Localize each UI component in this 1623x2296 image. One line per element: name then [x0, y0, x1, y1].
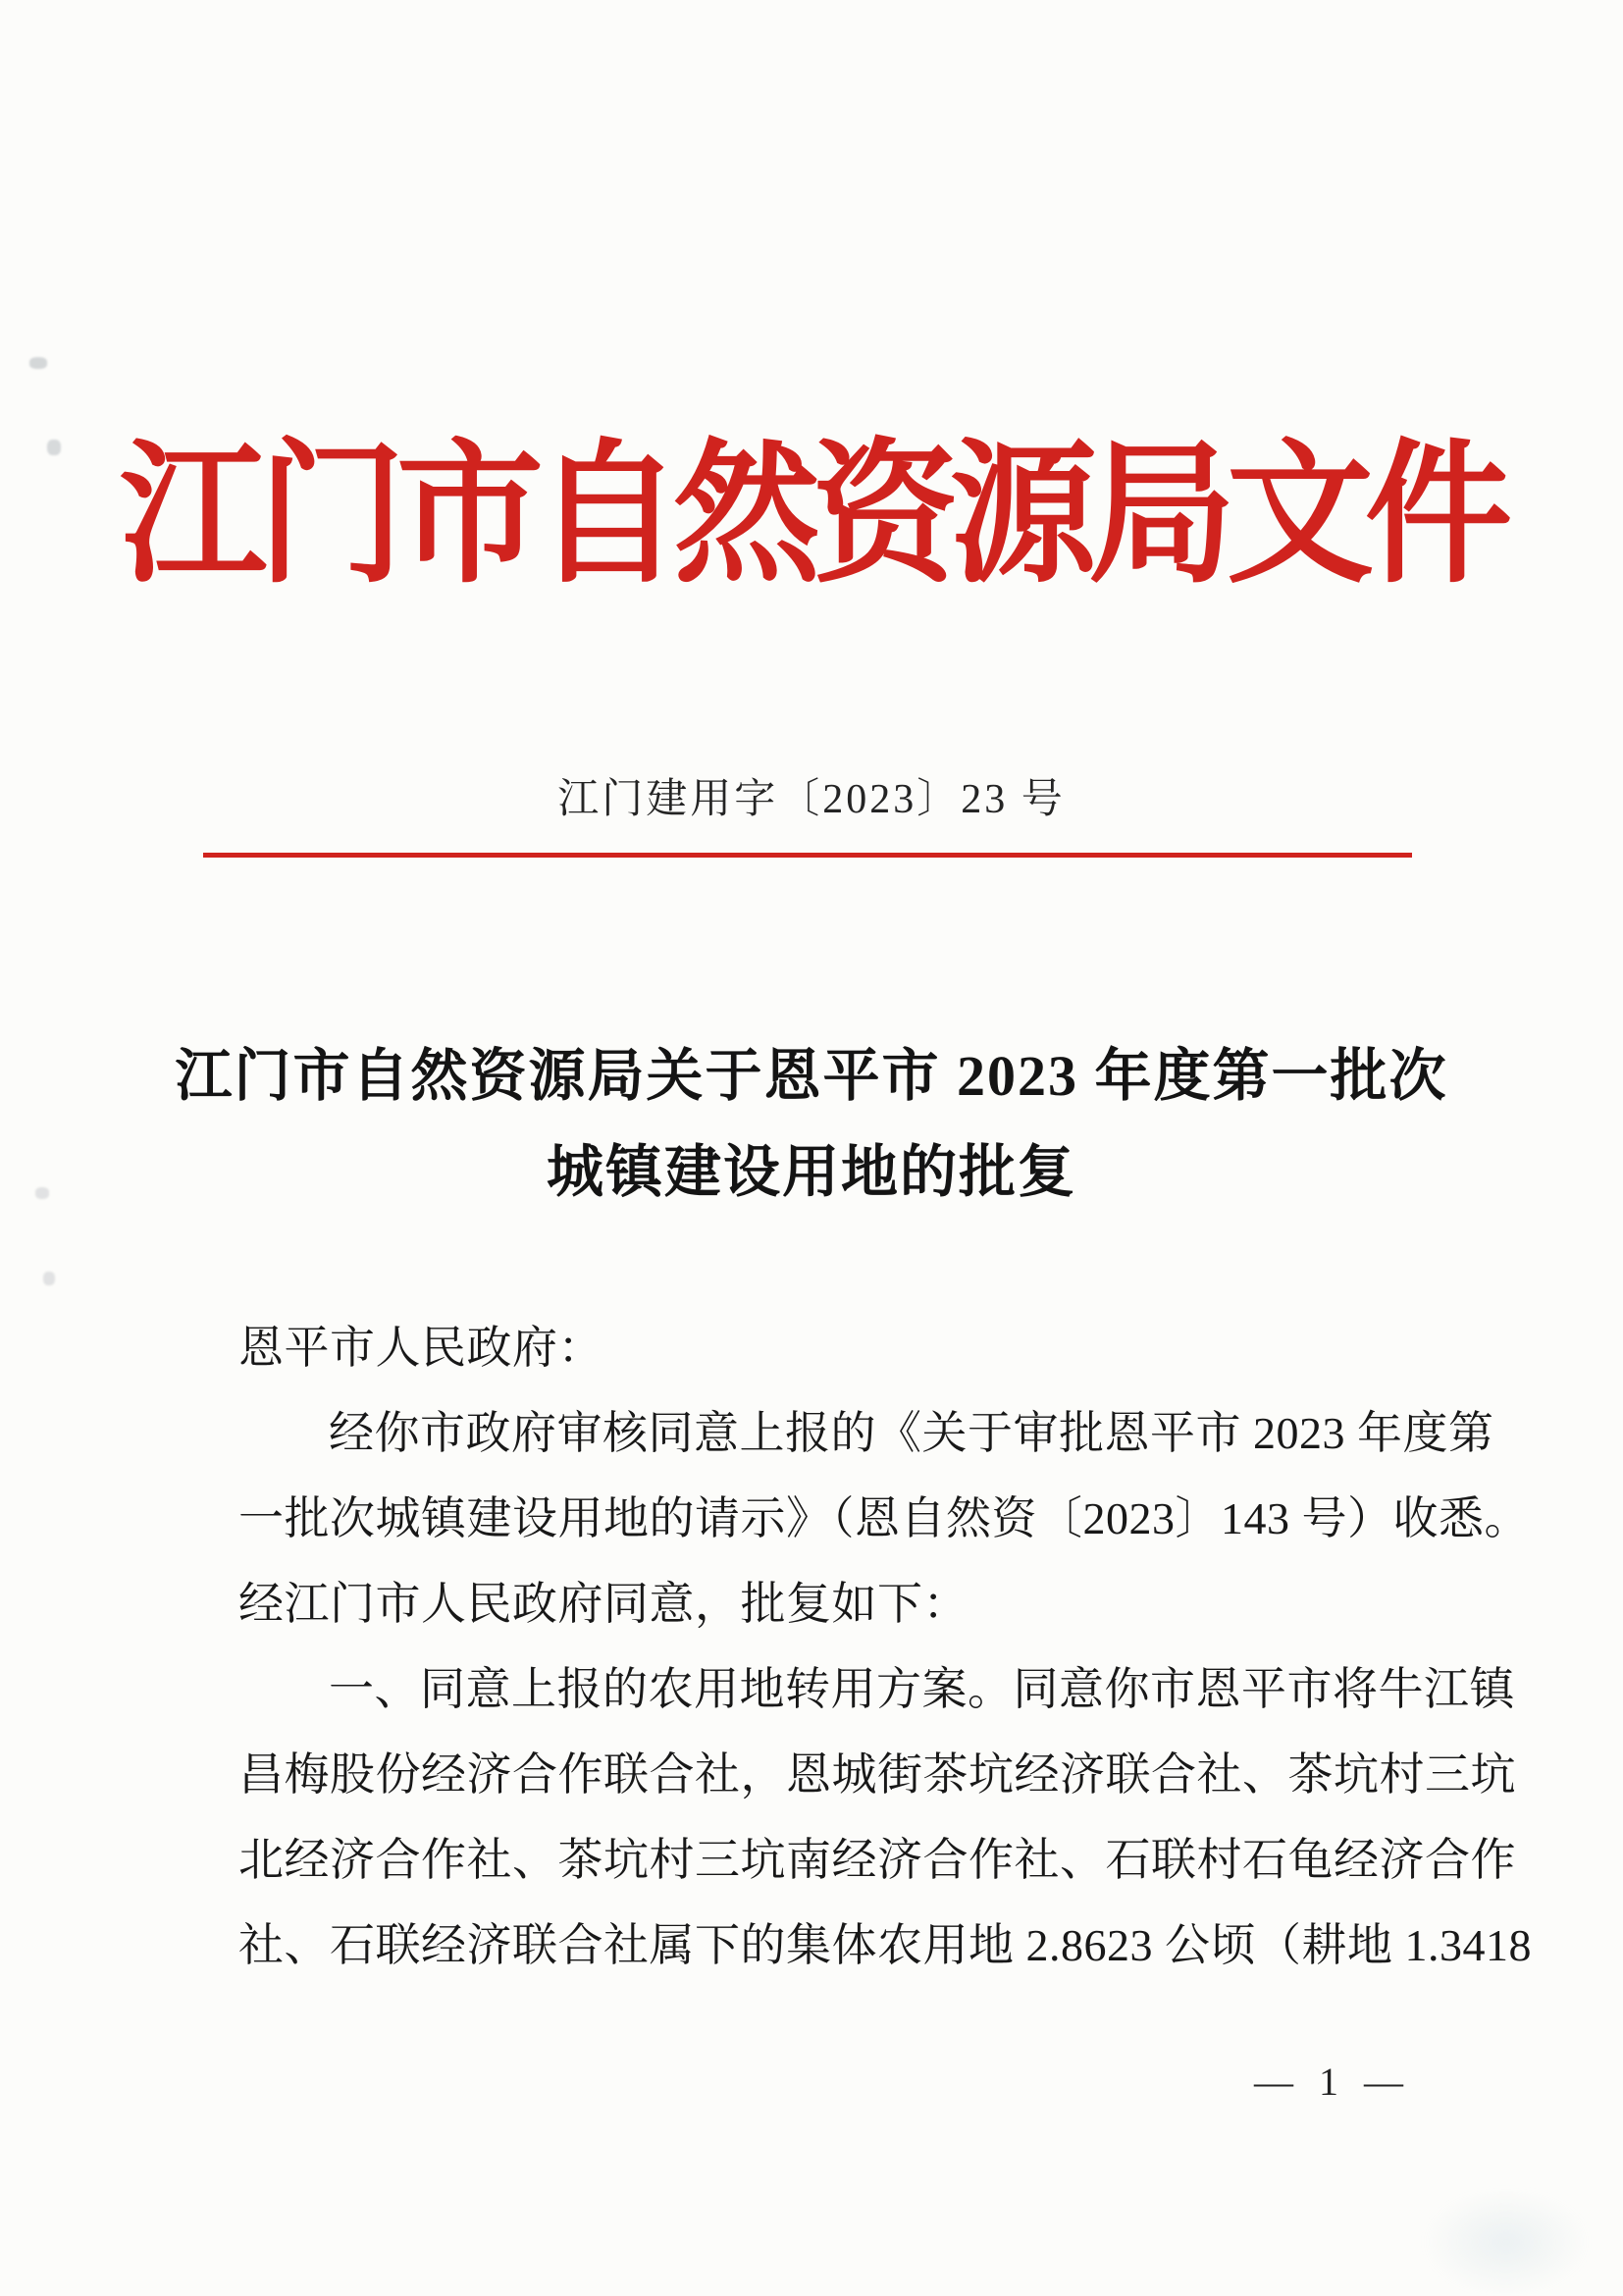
scan-artifact: [43, 1272, 55, 1285]
body-line: 一批次城镇建设用地的请示》（恩自然资〔2023〕143 号）收悉。: [238, 1493, 1530, 1543]
body-line: 社、石联经济联合社属下的集体农用地 2.8623 公顷（耕地 1.3418: [238, 1920, 1532, 1970]
salutation-line: 恩平市人民政府：: [238, 1323, 603, 1373]
body-line: 昌梅股份经济合作联合社，恩城街茶坑经济联合社、茶坑村三坑: [238, 1749, 1516, 1800]
body-line: 北经济合作社、茶坑村三坑南经济合作社、石联村石龟经济合作: [238, 1835, 1516, 1885]
page-number: — 1 —: [1254, 2060, 1411, 2104]
document-title-line1: 江门市自然资源局关于恩平市 2023 年度第一批次: [175, 1044, 1448, 1108]
body-line: 经江门市人民政府同意，批复如下：: [238, 1579, 969, 1629]
scan-artifact: [29, 357, 47, 369]
document-body: [238, 1305, 1532, 1988]
body-line: 一、同意上报的农用地转用方案。同意你市恩平市将牛江镇: [329, 1664, 1515, 1714]
letterhead-agency-title: 江门市自然资源局文件: [119, 430, 1503, 602]
document-number: 江门建用字〔2023〕23 号: [557, 777, 1066, 822]
letterhead-divider: [203, 853, 1412, 858]
document-title-line2: 城镇建设用地的批复: [546, 1140, 1076, 1204]
scan-smudge: [1423, 2188, 1590, 2296]
document-title: [0, 1028, 1623, 1221]
body-line: 经你市政府审核同意上报的《关于审批恩平市 2023 年度第: [329, 1408, 1494, 1458]
